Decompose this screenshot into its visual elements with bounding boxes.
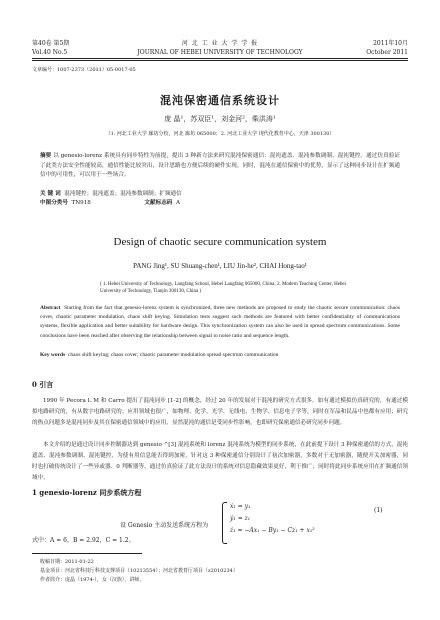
en-authors: PANG Jing¹, SU Shuang-chen¹, LIU Jin-he², CHAI Hong-tao¹ xyxy=(133,262,307,270)
header-volume-cn: 第40卷 第5期 xyxy=(32,40,70,47)
cn-affiliation: （1. 河北工业大学 廊坊分校，河北 廊坊 065000；2. 河北工业大学 现代化教育中心，天津 300130） xyxy=(105,131,335,137)
cn-title: 混沌保密通信系统设计 xyxy=(160,94,280,107)
en-abstract-label: Abstract xyxy=(40,305,61,311)
section-1-heading: 1 genesio-lorenz 同步系统方程 xyxy=(32,488,142,497)
equation-line-2: ẏ₁ = z₁ xyxy=(230,515,251,522)
header-rule xyxy=(32,58,408,61)
cn-doc-value: A xyxy=(175,200,181,206)
cn-doc-label: 文献标志码 xyxy=(144,200,173,206)
en-abstract-text: Starting from the fact that genesio-lorenz system is synchronized, three new methods are proposed to study the chaotic secure communication: chaos cover, chaotic parameter modulation, chaos shift keying. Simulation tests suggest such methods are featured with better confidentiality of communications systems, flexible application and better suitability for hardware design. This synchronization system can also be used in spread spectrum communications. Some conclusions have been reached after observing the relationship between signal to noise ratio and sequence length. xyxy=(40,305,400,339)
cn-abstract xyxy=(40,152,400,181)
en-keywords-label: Key words xyxy=(40,352,66,358)
cn-abstract-text: 以 genesio-lorenz 系统具有同步特性为前提，提出 3 种新方法来研究混沌保密通信：混沌遮盖、混沌参数调制、混沌键控。通过仿真验证了此类方法安全性能较高，通信性能比较突出，设计思路也方便后续的硬件实现。同时，混沌在通信保密中的优势，显示了这种同步设计在扩频通信中的可用性，可以用于一些场合。 xyxy=(40,153,400,178)
footnote-author: 作者简介：庞晶（1974-），女（汉族），讲师。 xyxy=(40,577,145,583)
header-journal-cn: 河 北 工 业 大 学 学 报 xyxy=(181,40,259,47)
cn-authors: 庞 晶¹，苏双臣¹，刘金河²，柴洪涛¹ xyxy=(164,115,276,123)
article-number: 文章编号：1007-2373（2011）05-0017-05 xyxy=(32,67,136,73)
equation-line-3: ż₁ = −Ax₁ − By₁ − Cz₁ + x₁² xyxy=(230,527,315,534)
equation-brace xyxy=(222,502,227,544)
cn-keywords-text: 混沌键控；混沌遮盖；混沌参数调制；扩频通信 xyxy=(64,191,182,197)
equation-line-1: ẋ₁ = y₁ xyxy=(230,503,251,510)
cn-clc-label: 中图分类号 xyxy=(40,200,68,206)
en-title: Design of chaotic secure communication system xyxy=(113,236,327,248)
en-affiliation: ( 1. Hebei University of Technology, Langfang School, Hebei Langfang 065000, China; 2. Modern Teaching Center, Hebei University of Technology, Tianjin 300130, China ) xyxy=(100,282,347,294)
en-keywords xyxy=(40,351,400,359)
en-abstract xyxy=(40,304,400,341)
intro-paragraph-2: 本文介绍的是通过设计同步控制器达到 genesio ^[3] 混沌系统和 lorenz 混沌系统为模型的同步系统，在此前提下设计 3 种保密通信的方式，混沌遮盖、混沌参数调制、混沌键控，为使有用信息能否得到加密，针对这 3 种保密通信分别设计了初次加密器，多数对于无加密器，随便开关加密器，同时也打破传统设计了一些异或器、0 判断器等，通过仿真验证了此方法设计的系统对信息隐藏效果更好，利于推广；同时将此同步系统应用在扩频通信领域中。 xyxy=(32,442,408,481)
equation-lead-text: 设 Genesio 主动发送系统方程为 xyxy=(120,522,209,529)
header-journal-en: JOURNAL OF HEBEI UNIVERSITY OF TECHNOLOGY xyxy=(137,49,303,56)
intro-paragraph-1: 1990 年 Pecora L M 和 Carro 提出了混沌同步 [1-2] 的概念，经过 20 年的发展对于混沌的研究方式很多，如有通过模拟仿真研究的，有通过模拟电路研究的，有从数字电路研究的；应用领域也很广，如物理、化学、光学、无线电、生物学、信息电子学等，同时在军品和民品中也都有应用；研究的热点问题多是混沌同步及其在保密通信领域中的应用，显然混沌的通信是受同步性影响，也即研究保密通信必研究同步问题。 xyxy=(32,398,408,426)
section-intro-heading: 0 引言 xyxy=(32,380,54,389)
footnote-received: 收稿日期：2011-01-22 xyxy=(40,559,94,565)
header-date-cn: 2011年10月 xyxy=(373,40,408,47)
cn-classification xyxy=(40,199,400,209)
header-date-en: October 2011 xyxy=(366,49,408,56)
cn-abstract-label: 摘要 xyxy=(40,153,52,159)
cn-keywords-label: 关 键 词 xyxy=(40,191,61,197)
header-volume-en: Vol.40 No.5 xyxy=(32,49,68,56)
equation-parameters: 式中：A = 6，B = 2.92，C = 1.2。 xyxy=(32,537,135,544)
footnote-rule xyxy=(32,553,142,554)
footnote-fund: 基金项目：河北省科技厅科技支撑项目（10213554）；河北省教育厅项目（z2010234） xyxy=(40,568,238,574)
en-keywords-text: chaos shift keying; chaos cover; chaotic parameter modulation spread spectrum communication xyxy=(67,352,279,358)
cn-clc-value: TN918 xyxy=(71,200,91,206)
equation-number: (1) xyxy=(374,507,383,514)
